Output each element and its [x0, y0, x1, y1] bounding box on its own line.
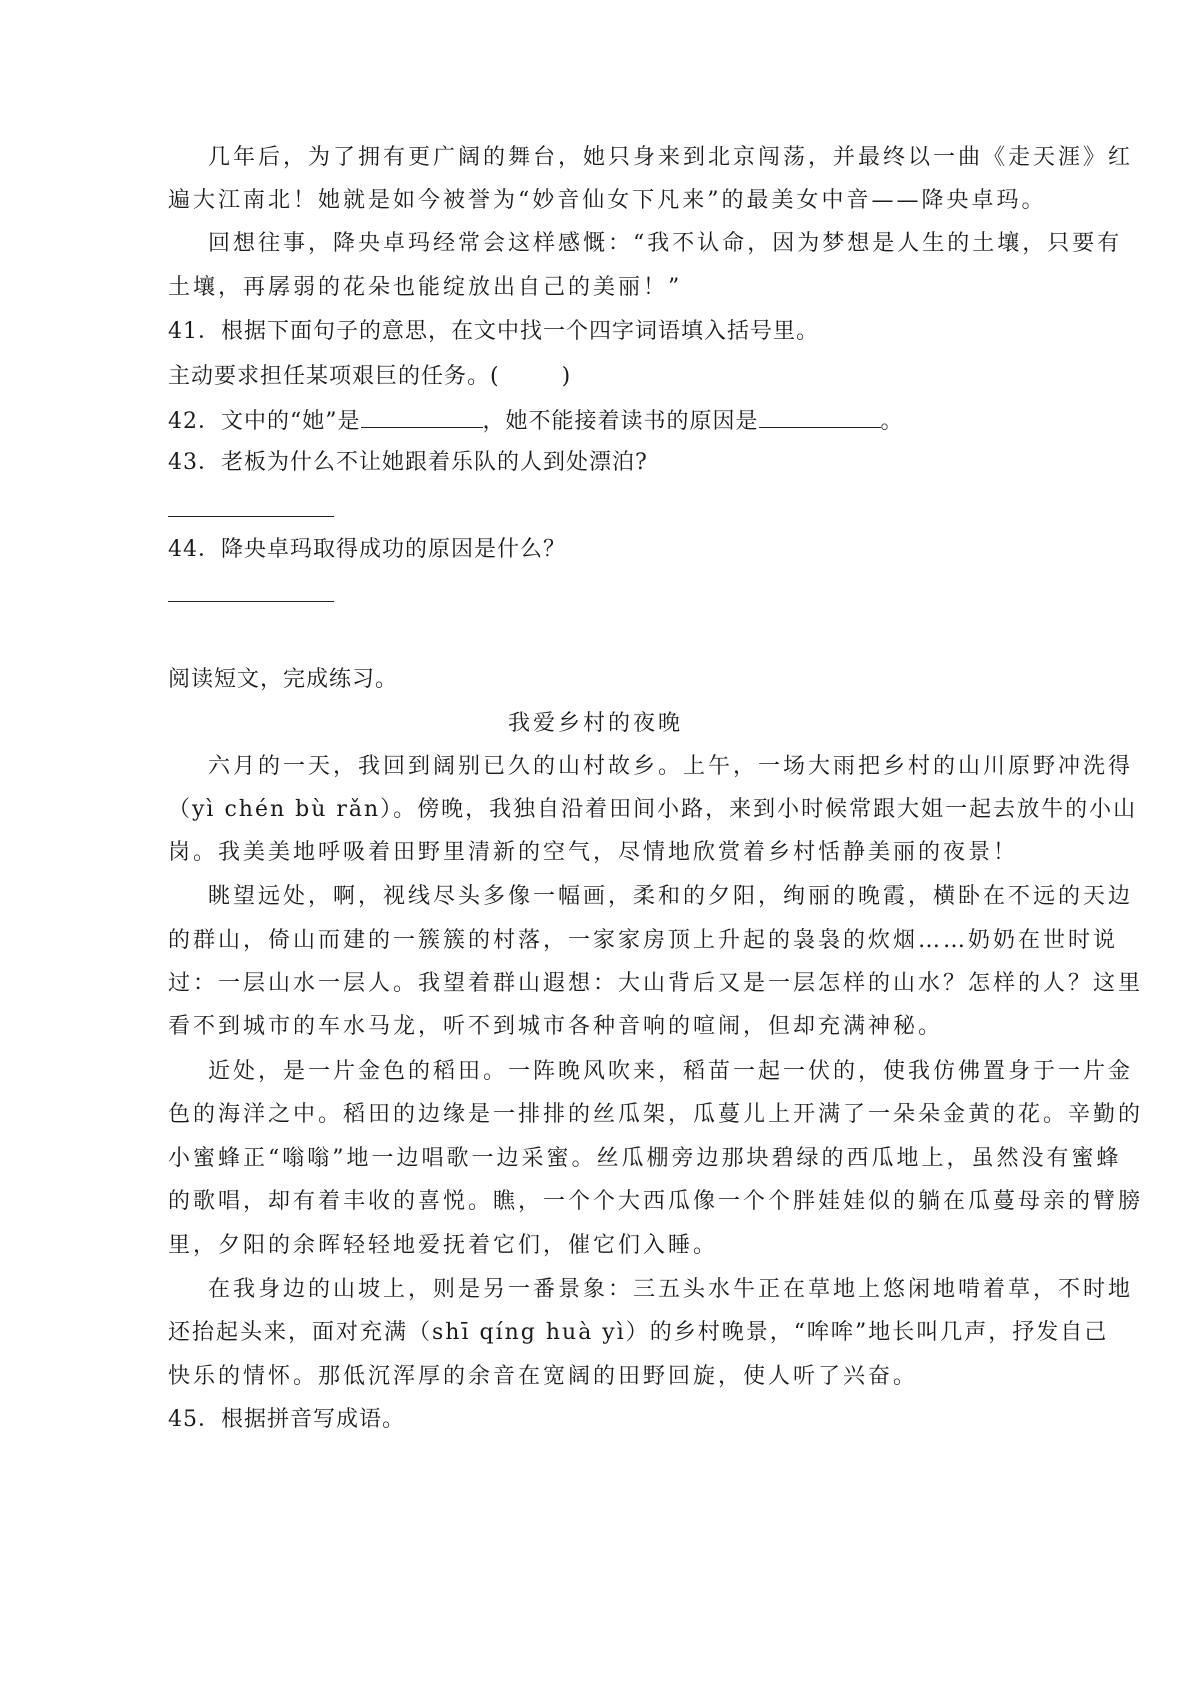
- passage2-p4-line2: 还抬起头来，面对充满（shī qíng huà yì）的乡村晚景，“哞哞”地长叫几声，抒发自己: [168, 1320, 1109, 1345]
- reading-instruction: 阅读短文，完成练习。: [168, 667, 399, 692]
- passage1-p2-line2: 土壤，再孱弱的花朵也能绽放出自己的美丽！”: [168, 275, 683, 300]
- passage2-p3-line1: 近处，是一片金色的稻田。一阵晚风吹来，稻苗一起一伏的，使我仿佛置身于一片金: [208, 1059, 1134, 1084]
- question-44: 44．降央卓玛取得成功的原因是什么？: [168, 537, 566, 562]
- passage1-p1-line2: 遍大江南北！她就是如今被誉为“妙音仙女下凡来”的最美女中音——降央卓玛。: [168, 188, 1047, 213]
- passage2-p3-line4: 的歌唱，却有着丰收的喜悦。瞧，一个个大西瓜像一个个胖娃娃似的躺在瓜蔓母亲的臂膀: [168, 1189, 1144, 1214]
- question-42-part1: 42．文中的“她”是: [168, 409, 361, 434]
- question-42: [168, 405, 904, 437]
- passage2-p2-line3: 过：一层山水一层人。我望着群山遐想：大山背后又是一层怎样的山水？怎样的人？这里: [168, 971, 1144, 996]
- question-42-part2: ，她不能接着读书的原因是: [482, 409, 759, 434]
- answer-line-43[interactable]: [168, 516, 334, 517]
- question-45: 45．根据拼音写成语。: [168, 1407, 405, 1432]
- passage1-p2-line1: 回想往事，降央卓玛经常会这样感慨：“我不认命，因为梦想是人生的土壤，只要有: [208, 231, 1123, 256]
- passage2-p1-line3: 岗。我美美地呼吸着田野里清新的空气，尽情地欣赏着乡村恬静美丽的夜景！: [168, 840, 1019, 865]
- passage2-p4-line1: 在我身边的山坡上，则是另一番景象：三五头水牛正在草地上悠闲地啃着草，不时地: [208, 1277, 1134, 1302]
- question-41: 41．根据下面句子的意思，在文中找一个四字词语填入括号里。: [168, 319, 819, 344]
- answer-line-44[interactable]: [168, 601, 334, 602]
- passage1-p1-line1: 几年后，为了拥有更广阔的舞台，她只身来到北京闯荡，并最终以一曲《走天涯》红: [208, 145, 1134, 170]
- passage2-p3-line3: 小蜜蜂正“嗡嗡”地一边唱歌一边采蜜。丝瓜棚旁边那块碧绿的西瓜地上，虽然没有蜜蜂: [168, 1146, 1122, 1171]
- answer-blank-42a[interactable]: [361, 405, 483, 428]
- passage2-p2-line2: 的群山，倚山而建的一簇簇的村落，一家家房顶上升起的袅袅的炊烟……奶奶在世时说: [168, 928, 1119, 953]
- passage2-p2-line4: 看不到城市的车水马龙，听不到城市各种音响的喧闹，但却充满神秘。: [168, 1014, 944, 1039]
- question-41-sub: [168, 362, 571, 392]
- answer-blank-42b[interactable]: [759, 405, 881, 428]
- question-41-close-paren: ): [561, 364, 572, 389]
- passage2-p1-line1: 六月的一天，我回到阔别已久的山村故乡。上午，一场大雨把乡村的山川原野冲洗得: [208, 754, 1134, 779]
- question-41-prompt: 主动要求担任某项艰巨的任务。(: [168, 364, 500, 389]
- passage2-p3-line5: 里，夕阳的余晖轻轻地爱抚着它们，催它们入睡。: [168, 1233, 719, 1258]
- passage-title: 我爱乡村的夜晚: [507, 711, 683, 736]
- passage2-p4-line3: 快乐的情怀。那低沉浑厚的余音在宽阔的田野回旋，使人听了兴奋。: [168, 1364, 919, 1389]
- passage2-p2-line1: 眺望远处，啊，视线尽头多像一幅画，柔和的夕阳，绚丽的晚霞，横卧在不远的天边: [208, 884, 1134, 909]
- passage2-p1-line2: （yì chén bù rǎn）。傍晚，我独自沿着田间小路，来到小时候常跟大姐一起去放牛的小山: [168, 797, 1138, 822]
- question-42-part3: 。: [880, 409, 904, 434]
- question-43: 43．老板为什么不让她跟着乐队的人到处漂泊?: [168, 450, 648, 475]
- passage2-p3-line2: 色的海洋之中。稻田的边缘是一排排的丝瓜架，瓜蔓儿上开满了一朵朵金黄的花。辛勤的: [168, 1102, 1144, 1127]
